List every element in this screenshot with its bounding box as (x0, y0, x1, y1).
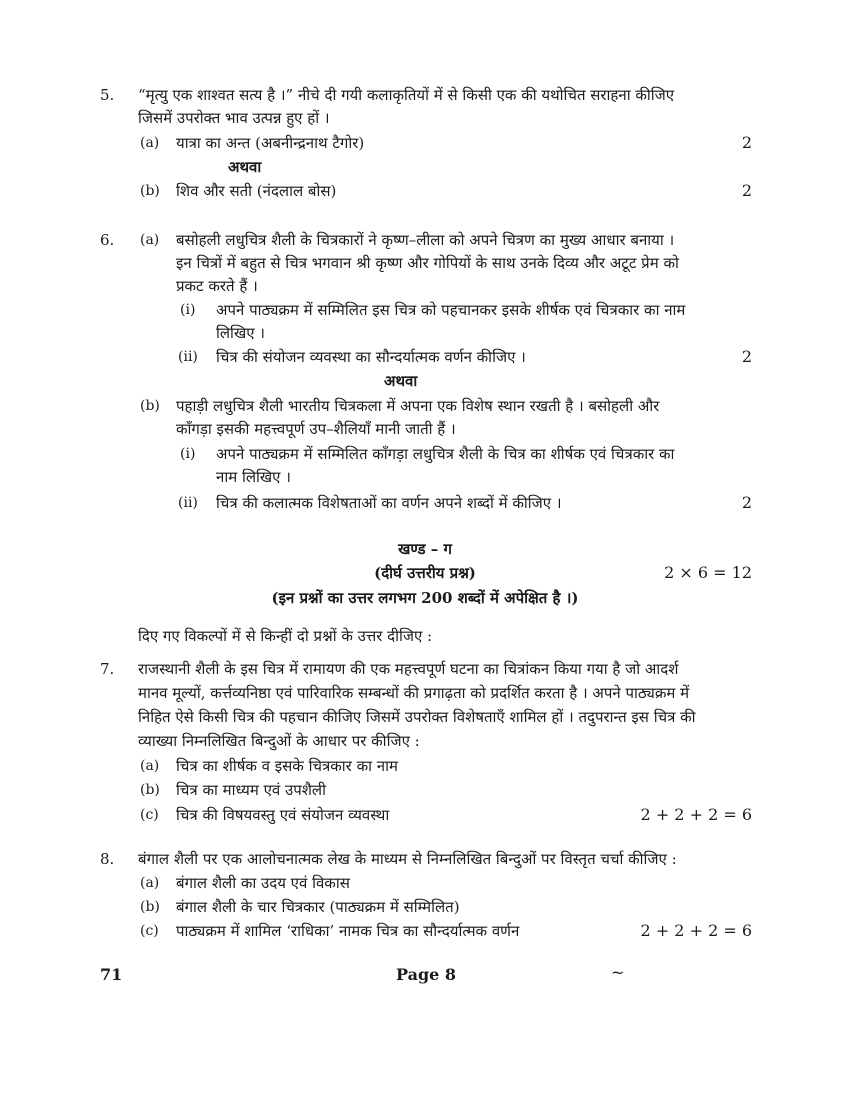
q6-b-i-label: (i) (180, 446, 196, 462)
q7-text-line2: मानव मूल्यों, कर्त्तव्यनिष्ठा एवं पारिवारिक सम्बन्धों की प्रगाढ़ता को प्रदर्शित करता है । अपने पाठ्यक्रम में (138, 684, 690, 702)
q6-b-ii-text: चित्र की कलात्मक विशेषताओं का वर्णन अपने शब्दों में कीजिए । (216, 494, 562, 512)
q6-or: अथवा (384, 372, 418, 390)
footer-page-number: Page 8 (396, 965, 457, 984)
q8-marks: 2 + 2 + 2 = 6 (640, 921, 752, 940)
q8-number: 8. (100, 850, 115, 868)
q6-b-line2: काँगड़ा इसकी महत्त्वपूर्ण उप–शैलियाँ मानी जाती हैं । (176, 420, 456, 438)
q5-text-line2: जिसमें उपरोक्त भाव उत्पन्न हुए हों । (138, 109, 330, 127)
section-note: (इन प्रश्नों का उत्तर लगभग 200 शब्दों में अपेक्षित है ।) (271, 589, 579, 607)
q7-marks: 2 + 2 + 2 = 6 (640, 805, 752, 824)
q6-b-line1: पहाड़ी लधुचित्र शैली भारतीय चित्रकला में अपना एक विशेष स्थान रखती है । बसोहली और (176, 397, 660, 415)
q7-text-line1: राजस्थानी शैली के इस चित्र में रामायण की एक महत्त्वपूर्ण घटना का चित्रांकन किया गया है जो आदर्श (138, 660, 679, 678)
q8-point-a-label: (a) (140, 875, 160, 891)
q6-a-line1: बसोहली लधुचित्र शैली के चित्रकारों ने कृष्ण–लीला को अपने चित्रण का मुख्य आधार बनाया । (176, 231, 675, 249)
q6-number: 6. (100, 231, 115, 249)
q6-a-i-line2: लिखिए । (216, 324, 265, 342)
section-marks: 2 × 6 = 12 (664, 563, 752, 582)
q5-or: अथवा (228, 158, 262, 176)
q7-number: 7. (100, 660, 115, 678)
q7-point-c-text: चित्र की विषयवस्तु एवं संयोजन व्यवस्था (176, 806, 390, 824)
q7-point-a-text: चित्र का शीर्षक व इसके चित्रकार का नाम (176, 757, 398, 775)
q6-b-i-line1: अपने पाठ्यक्रम में सम्मिलित काँगड़ा लधुचित्र शैली के चित्र का शीर्षक एवं चित्रकार का (216, 445, 675, 463)
section-instruction: दिए गए विकल्पों में से किन्हीं दो प्रश्नों के उत्तर दीजिए : (138, 627, 433, 645)
footer-code: 71 (100, 965, 123, 984)
q6-a-i-label: (i) (180, 302, 196, 318)
q7-point-b-label: (b) (140, 782, 160, 798)
q6-a-ii-label: (ii) (178, 349, 198, 365)
q6-option-a-label: (a) (140, 232, 160, 248)
q6-b-i-line2: नाम लिखिए । (216, 468, 291, 486)
q7-text-line3: निहित ऐसे किसी चित्र की पहचान कीजिए जिसमें उपरोक्त विशेषताएँ शामिल हों । तदुपरान्त इस चित्र की (138, 708, 696, 726)
q7-text-line4: व्याख्या निम्नलिखित बिन्दुओं के आधार पर कीजिए : (138, 732, 420, 750)
q6-option-a-mark: 2 (741, 347, 752, 366)
q5-option-b-mark: 2 (741, 181, 752, 200)
q5-option-b-text: शिव और सती (नंदलाल बोस) (176, 182, 337, 200)
q6-a-line2: इन चित्रों में बहुत से चित्र भगवान श्री कृष्ण और गोपियों के साथ उनके दिव्य और अटूट प्रेम को (176, 254, 679, 272)
q6-option-b-mark: 2 (741, 493, 752, 512)
q6-a-i-line1: अपने पाठ्यक्रम में सम्मिलित इस चित्र को पहचानकर इसके शीर्षक एवं चित्रकार का नाम (216, 301, 686, 319)
q5-number: 5. (100, 86, 115, 104)
q5-option-a-mark: 2 (741, 133, 752, 152)
q6-option-b-label: (b) (140, 398, 160, 414)
q7-point-c-label: (c) (140, 807, 159, 823)
q7-point-b-text: चित्र का माध्यम एवं उपशैली (176, 781, 326, 799)
q6-b-ii-label: (ii) (178, 495, 198, 511)
q8-point-a-text: बंगाल शैली का उदय एवं विकास (176, 874, 350, 892)
q6-a-ii-text: चित्र की संयोजन व्यवस्था का सौन्दर्यात्मक वर्णन कीजिए । (216, 348, 526, 366)
q8-point-b-text: बंगाल शैली के चार चित्रकार (पाठ्यक्रम में सम्मिलित) (176, 898, 460, 916)
q5-option-a-text: यात्रा का अन्त (अबनीन्द्रनाथ टैगोर) (176, 134, 365, 152)
footer-tilde: ~ (611, 963, 625, 982)
section-subtitle: (दीर्घ उत्तरीय प्रश्न) (374, 564, 476, 582)
section-title: खण्ड – ग (398, 540, 452, 558)
q8-text-line1: बंगाल शैली पर एक आलोचनात्मक लेख के माध्यम से निम्नलिखित बिन्दुओं पर विस्तृत चर्चा कीजिए : (138, 850, 677, 868)
q8-point-b-label: (b) (140, 899, 160, 915)
q5-option-a-label: (a) (140, 135, 160, 151)
q7-point-a-label: (a) (140, 758, 160, 774)
q8-point-c-label: (c) (140, 923, 159, 939)
q5-text-line1: “मृत्यु एक शाश्वत सत्य है ।” नीचे दी गयी कलाकृतियों में से किसी एक की यथोचित सराहना कीजिए (138, 86, 675, 104)
q8-point-c-text: पाठ्यक्रम में शामिल ‘राधिका’ नामक चित्र का सौन्दर्यात्मक वर्णन (176, 922, 520, 940)
q6-a-line3: प्रकट करते हैं । (176, 277, 258, 295)
q5-option-b-label: (b) (140, 183, 160, 199)
